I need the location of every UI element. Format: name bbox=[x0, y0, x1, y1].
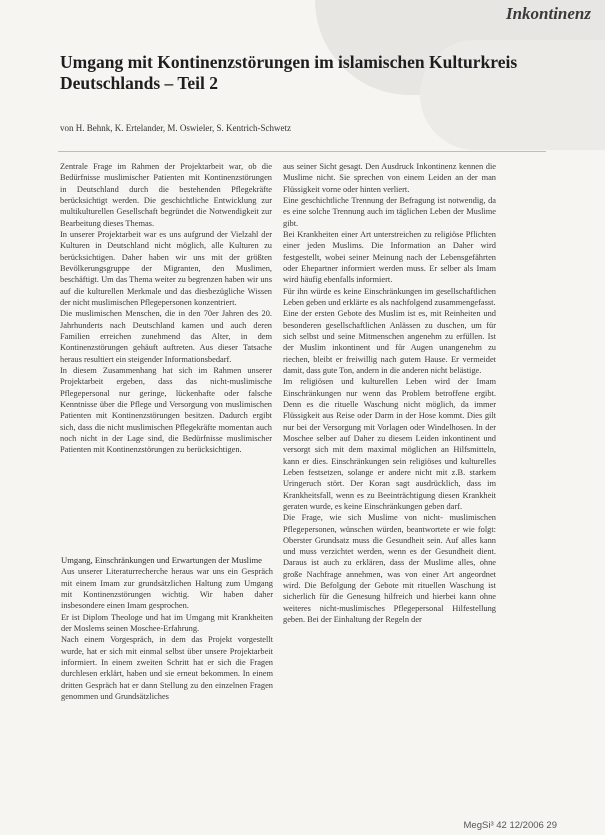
paragraph: Er ist Diplom Theologe und hat im Umgang mit Krankheiten der Moslems seinen Moschee-Erfahrung. bbox=[61, 612, 273, 633]
column-left-top bbox=[60, 161, 272, 456]
paragraph: In unserer Projektarbeit war es uns aufgrund der Vielzahl der Kulturen in Deutschland nicht möglich, alle Kulturen zu berücksichtigen. Daher haben wir uns mit der größten Bevölkerungsgruppe der Migranten, den Muslimen, beschäftigt. Um das Thema weiter zu begrenzen haben wir uns auf die kulturellen Merkmale und das diesbezügliche Wissen der nicht muslimischen Pflegepersonen konzentriert. bbox=[60, 229, 272, 307]
column-right bbox=[283, 161, 496, 625]
paragraph: Für ihn würde es keine Einschränkungen im gesellschaftlichen Leben geben und erklärte es als nachfolgend zusammengefasst. bbox=[283, 286, 496, 307]
paragraph: In diesem Zusammenhang hat sich im Rahmen unserer Projektarbeit ergeben, dass das nicht-muslimische Pflegepersonal nur geringe, lückenhafte oder falsche Kenntnisse über die Pflege und Versorgung von muslimischen Patienten mit Kontinenzstörungen besitzen. Dadurch ergibt sich, dass die nicht muslimischen Pflegekräfte momentan auch noch nicht in der Lage sind, die Bedürfnisse muslimischer Patienten mit Kontinenzstörungen zu berücksichtigen. bbox=[60, 365, 272, 455]
article-authors: von H. Behnk, K. Ertelander, M. Oswieler, S. Kentrich-Schwetz bbox=[60, 123, 291, 133]
paragraph: Aus unserer Literaturrecherche heraus war uns ein Gespräch mit einem Imam zur grundsätzlichen Haltung zum Umgang mit Kontinenzstörungen wichtig. Wir haben daher insbesondere einen Imam gesprochen. bbox=[61, 567, 273, 611]
paragraph: Bei Krankheiten einer Art unterstreichen zu religiöse Pflichten einer jeden Muslims. Die Information an Daher wird festgestellt, wobei seiner Meinung nach der Lebensgefährten oder Ehepartner informiert werden muss. Er selber als Imam wird häufig ebenfalls informiert. bbox=[283, 229, 496, 285]
column-left-bottom bbox=[61, 555, 273, 702]
paragraph: Nach einem Vorgespräch, in dem das Projekt vorgestellt wurde, hat er sich mit einmal selbst über unsere Projektarbeit informiert. In einem zweiten Schritt hat er sich die Fragen durchlesen erklärt, haben und sie erneut bekommen. In einem dritten Gespräch hat er dann Stellung zu den einzelnen Fragen genommen und Grundsätzliches bbox=[61, 635, 273, 701]
divider bbox=[58, 151, 546, 152]
page-footer: MegSi³ 42 12/2006 29 bbox=[463, 820, 557, 831]
section-title: Inkontinenz bbox=[505, 4, 591, 23]
paragraph: Eine der ersten Gebote des Muslim ist es, mit Reinheiten und besonderen gesellschaftlichen Anlässen zu duschen, um für sich selbst und seine Mitmenschen angenehm zu erfüllen. Ist der Muslim inkontinent und für Augen unangenehm zu riechen, bleibt er freiwillig nach gutem Hause. Er vermeidet damit, dass gute Ton, andern in die anderen nicht belästige. bbox=[283, 309, 496, 375]
paragraph: Im religiösen und kulturellen Leben wird der Imam Einschränkungen nur wenn das Problem betroffene ergibt. Denn es die rituelle Waschung nicht möglich, da immer Flüssigkeit aus Reise oder Darm in der Hose kommt. Dies gilt nur bei der Versorgung mit Vorlagen oder Windelhosen. In der Moschee selber auf Daher zu diesem Leiden inkontinent und versorgt sich mit dem maximal möglichen an Hilfsmitteln, kann er dies. Einschränkungen sein religiöses und kulturelles Leben festsetzen, solange er andere nicht mit z.B. starkem Uringeruch stört. Der Koran sagt ausdrücklich, dass im Krankheitsfall, wenn es zu Beeinträchtigung diesen Krankheit geraten wurde, es keine Einschränkungen geben darf. bbox=[283, 377, 496, 511]
paragraph: Zentrale Frage im Rahmen der Projektarbeit war, ob die Bedürfnisse muslimischer Patienten mit Kontinenzstörungen in Deutschland durch die bestehenden Pflegekräfte berücksichtigt werden. Die geschichtliche Entwicklung zur multikulturellen Gesellschaft begründet die Notwendigkeit zur Bearbeitung dieses Themas. bbox=[60, 162, 272, 228]
paragraph: aus seiner Sicht gesagt. Den Ausdruck Inkontinenz kennen die Muslime nicht. Sie sprechen von einem Leiden an der man Flüssigkeit vorne oder hinten verliert. bbox=[283, 162, 496, 194]
subheading: Umgang, Einschränkungen und Erwartungen der Muslime bbox=[61, 555, 262, 565]
article-title: Umgang mit Kontinenzstörungen im islamischen Kulturkreis Deutschlands – Teil 2 bbox=[60, 52, 518, 93]
paragraph: Die muslimischen Menschen, die in den 70er Jahren des 20. Jahrhunderts nach Deutschland kamen und auch deren Familien erreichen zunehmend das Alter, in dem Kontinenzstörungen gehäuft auftreten. Aus dieser Tatsache heraus resultiert ein steigender Informationsbedarf. bbox=[60, 309, 272, 364]
paragraph: Die Frage, wie sich Muslime von nicht- muslimischen Pflegepersonen, wünschen würden, beantwortete er wie folgt: Oberster Grundsatz muss die Gesundheit sein. Auf alles kann und muss verzichtet werden, wenn es der Gesundheit dient. Daraus ist auch zu erklären, dass der Muslime alles, ohne große Nachfrage annehmen, was von einer Art angeordnet wird. Die Befolgung der Gebote mit rituellen Waschung ist sicherlich für die Genesung hilfreich und hierbei kann ohne weiteres nicht-muslimisches Pflegepersonal Hilfestellung geben. Bei der Einhaltung der Regeln der bbox=[283, 513, 496, 625]
paragraph: Eine geschichtliche Trennung der Befragung ist notwendig, da es eine solche Trennung auch im täglichen Leben der Muslime gibt. bbox=[283, 195, 496, 228]
